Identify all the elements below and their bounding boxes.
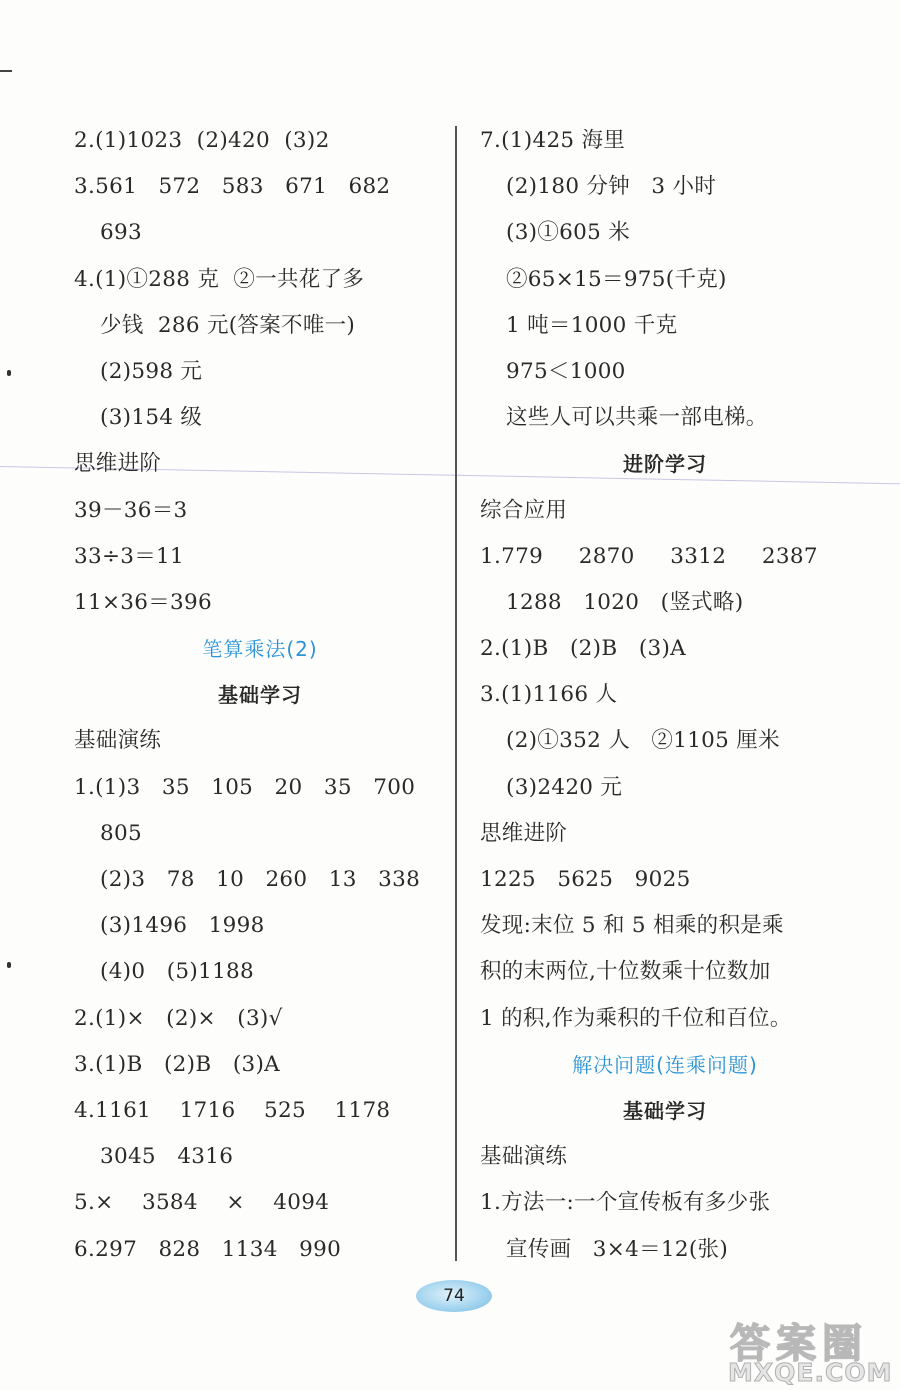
answer-line: 39－36＝3 — [74, 497, 188, 523]
answer-line: 1 的积,作为乘积的千位和百位。 — [480, 1005, 792, 1031]
answer-line: 3.561 572 583 671 682 — [74, 174, 391, 200]
answer-line: 4.1161 1716 525 1178 — [74, 1097, 391, 1123]
answer-line: 805 — [100, 820, 142, 846]
answer-line: (3)154 级 — [100, 405, 203, 431]
answer-line: 综合应用 — [480, 497, 568, 523]
watermark-logo: 答案圈 — [730, 1321, 868, 1367]
page-number: 74 — [416, 1280, 492, 1312]
answer-line: 发现:末位 5 和 5 相乘的积是乘 — [480, 913, 784, 939]
answer-line: 693 — [100, 220, 142, 246]
answer-line: (2)180 分钟 3 小时 — [506, 174, 717, 200]
answer-line: 1.779 2870 3312 2387 — [480, 543, 818, 569]
answer-line: ②65×15＝975(千克) — [506, 266, 727, 292]
answer-line: 少钱 286 元(答案不唯一) — [100, 312, 356, 338]
answer-line: 这些人可以共乘一部电梯。 — [506, 405, 768, 431]
answer-line: (3)1496 1998 — [100, 913, 265, 939]
left-column — [74, 118, 446, 1273]
answer-line: 思维进阶 — [74, 451, 162, 477]
section-subtitle: 基础学习 — [218, 683, 302, 708]
answer-line: 思维进阶 — [480, 820, 568, 846]
answer-line: 3.(1)1166 人 — [480, 682, 618, 708]
answer-line: 4.(1)①288 克 ②一共花了多 — [74, 266, 365, 292]
scan-speck — [7, 962, 11, 968]
answer-line: 3045 4316 — [100, 1144, 234, 1170]
watermark — [718, 1312, 898, 1388]
answer-line: 1225 5625 9025 — [480, 867, 691, 892]
answer-line: 2.(1)× (2)× (3)√ — [74, 1005, 283, 1031]
answer-line: 33÷3＝11 — [74, 543, 185, 569]
answer-line: 1288 1020 (竖式略) — [506, 589, 744, 615]
answer-line: 基础演练 — [74, 728, 162, 754]
scan-speck — [7, 370, 11, 376]
answer-line: 1.(1)3 35 105 20 35 700 — [74, 774, 416, 800]
answer-line: (3)2420 元 — [506, 774, 623, 800]
answer-line: 6.297 828 1134 990 — [74, 1236, 342, 1262]
answer-line: 宣传画 3×4＝12(张) — [506, 1236, 729, 1262]
watermark-url: MXQE.COM — [728, 1358, 893, 1387]
answer-line: 1.方法一:一个宣传板有多少张 — [480, 1190, 771, 1216]
answer-line: 2.(1)B (2)B (3)A — [480, 636, 687, 662]
answer-line: 11×36＝396 — [74, 589, 212, 615]
answer-line: (2)598 元 — [100, 358, 203, 384]
answer-line: (3)①605 米 — [506, 220, 631, 246]
answer-line: 3.(1)B (2)B (3)A — [74, 1051, 281, 1077]
answer-line: (2)①352 人 ②1105 厘米 — [506, 728, 780, 754]
answer-line: (4)0 (5)1188 — [100, 959, 255, 985]
section-title: 解决问题(连乘问题) — [572, 1052, 758, 1077]
right-column — [480, 118, 850, 1273]
answer-line: 基础演练 — [480, 1144, 568, 1170]
answer-line: 积的末两位,十位数乘十位数加 — [480, 959, 771, 985]
answer-line: 1 吨＝1000 千克 — [506, 312, 678, 338]
answer-line: 975＜1000 — [506, 358, 626, 384]
answer-line: 2.(1)1023 (2)420 (3)2 — [74, 128, 330, 153]
section-subtitle: 基础学习 — [623, 1098, 707, 1123]
section-title: 笔算乘法(2) — [202, 637, 318, 662]
answer-line: 5.× 3584 × 4094 — [74, 1190, 330, 1216]
column-divider — [455, 126, 457, 1261]
section-subtitle: 进阶学习 — [623, 452, 707, 477]
edge-mark — [0, 70, 12, 72]
answer-line: 7.(1)425 海里 — [480, 128, 626, 153]
answer-line: (2)3 78 10 260 13 338 — [100, 867, 421, 892]
